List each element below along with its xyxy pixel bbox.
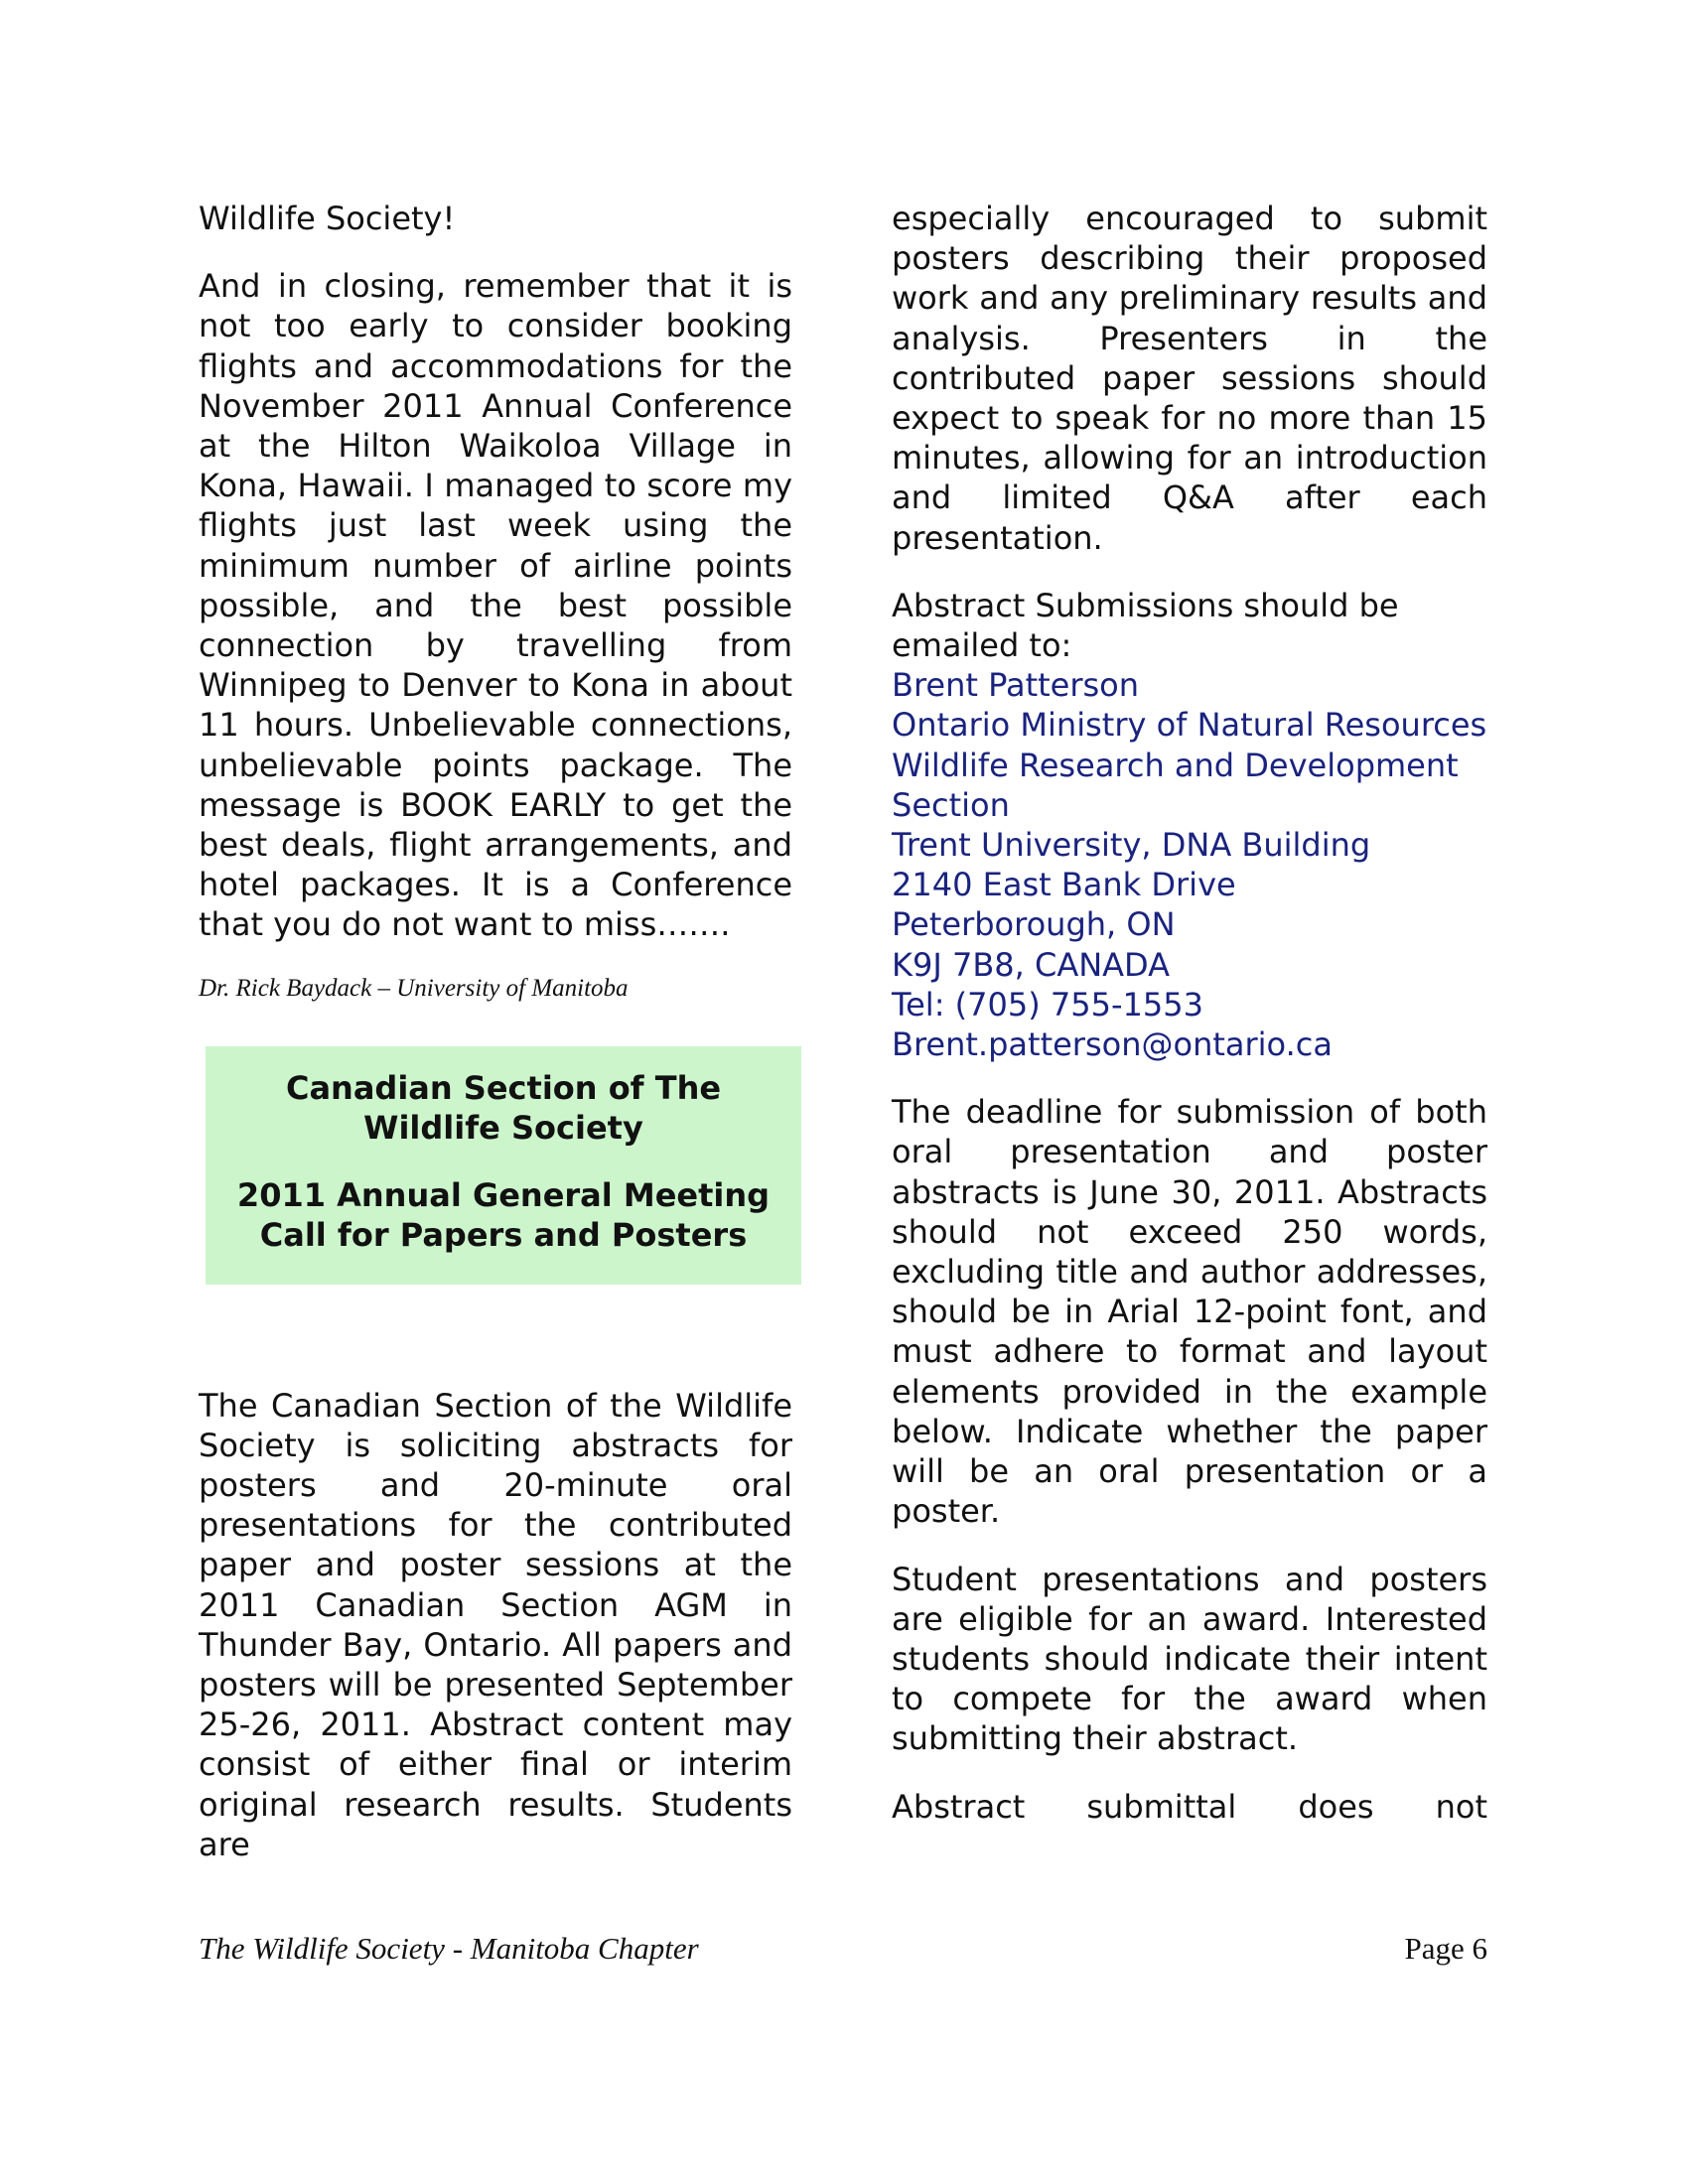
- closing-paragraph: And in closing, remember that it is not too early to consider booking flights and accommodations for the November 2011 Annual Conference at the Hilton Waikoloa Village in Kona, Hawaii. I managed to score my flights just last week using the minimum number of airline points possible, and the best possible connection by travelling from Winnipeg to Denver to Kona in about 11 hours. Unbelievable connections, unbelievable points package. The message is BOOK EARLY to get the best deals, flight arrangements, and hotel packages. It is a Conference that you do not want to miss…….: [199, 267, 792, 944]
- contact-phone: Tel: (705) 755-1553: [892, 985, 1203, 1024]
- contact-block: [892, 665, 1487, 1064]
- left-column: [199, 199, 792, 1892]
- student-award-paragraph: Student presentations and posters are eligible for an award. Interested students should indicate their intent to compete for the award when submitting their abstract.: [892, 1560, 1487, 1758]
- contact-email-link[interactable]: Brent.patterson@ontario.ca: [892, 1025, 1333, 1064]
- contact-line: Trent University, DNA Building: [892, 826, 1371, 865]
- abstract-submittal-fragment: Abstract submittal does not: [892, 1787, 1487, 1826]
- callout-title: Canadian Section of The Wildlife Society: [285, 1068, 722, 1147]
- contact-line: 2140 East Bank Drive: [892, 866, 1236, 904]
- footer-title: The Wildlife Society - Manitoba Chapter: [199, 1931, 699, 1966]
- callout-subtitle: 2011 Annual General Meeting Call for Papers and Posters: [236, 1175, 771, 1254]
- page-number: Page 6: [1404, 1931, 1487, 1966]
- contact-line: Peterborough, ON: [892, 905, 1176, 944]
- contact-line: Ontario Ministry of Natural Resources: [892, 706, 1487, 745]
- presenter-paragraph: especially encouraged to submit posters describing their proposed work and any preliminary results and analysis. Presenters in the contributed paper sessions should expect to speak for no more than 15 minutes, allowing for an introduction and limited Q&A after each presentation.: [892, 200, 1487, 557]
- deadline-paragraph: The deadline for submission of both oral presentation and poster abstracts is June 30, 2011. Abstracts should not exceed 250 words, excluding title and author addresses, should be in Arial 12-point font, and must adhere to format and layout elements provided in the example below. Indicate whether the paper will be an oral presentation or a poster.: [892, 1093, 1487, 1531]
- contact-line: K9J 7B8, CANADA: [892, 945, 1170, 984]
- author-signature: Dr. Rick Baydack – University of Manitoba: [199, 974, 629, 1002]
- submission-instructions: Abstract Submissions should be emailed to:: [892, 586, 1399, 665]
- call-for-papers-paragraph: The Canadian Section of the Wildlife Society is soliciting abstracts for posters and 20-minute oral presentations for the contributed paper and poster sessions at the 2011 Canadian Section AGM in Thunder Bay, Ontario. All papers and posters will be presented September 25-26, 2011. Abstract content may consist of either final or interim original research results. Students are: [199, 1386, 792, 1863]
- contact-line: Wildlife Research and Development Section: [892, 746, 1459, 824]
- right-column: [892, 199, 1487, 1854]
- closing-fragment: Wildlife Society!: [199, 200, 456, 237]
- contact-name: Brent Patterson: [892, 666, 1140, 705]
- call-for-papers-box: [206, 1046, 801, 1285]
